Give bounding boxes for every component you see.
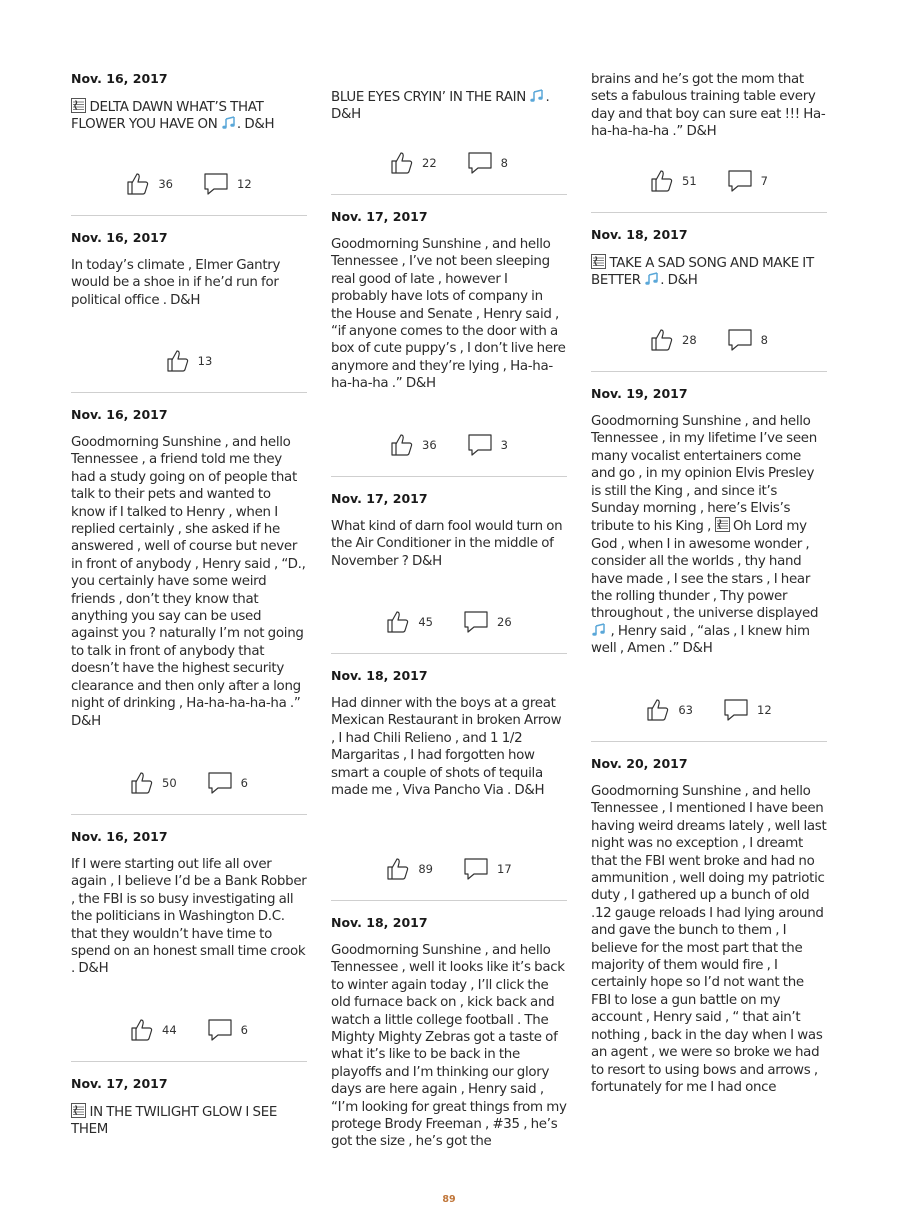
like-button[interactable] <box>386 857 433 881</box>
comment-button[interactable] <box>727 169 768 193</box>
comment-icon <box>463 857 489 881</box>
post-text: IN THE TWILIGHT GLOW I SEE THEM <box>71 1105 281 1138</box>
post-text: BLUE EYES CRYIN’ IN THE RAIN . D&H <box>331 90 553 123</box>
post-text: brains and he’s got the mom that sets a fabulous training table every day and that boy can sure eat !!! Ha-ha-ha-ha-ha .” D&H <box>591 72 826 140</box>
post-stats <box>591 326 827 354</box>
comment-button[interactable] <box>467 151 508 175</box>
divider <box>591 371 827 372</box>
post-date: Nov. 16, 2017 <box>71 71 168 86</box>
thumbs-up-icon <box>390 433 414 457</box>
post-text: Goodmorning Sunshine , and hello Tennessee , I mentioned I have been having weird dreams lately , well last night was no exception , I dreamt that the FBI went broke and had no ammunition , well doing my patriotic duty , I gathered up a bunch of old .12 gauge reloads I had lying around and gave the bunch to them , I believe for the most part that the majority of them would fire , I certainly hope so I’d not want the FBI to lose a gun battle on my account , Henry said , “ that ain’t nothing , back in the day when I was an agent , we were so broke we had to resort to using bows and arrows , fortunately for me I had once <box>591 784 830 1095</box>
like-button[interactable] <box>390 151 437 175</box>
post-text: What kind of darn fool would turn on the Air Conditioner in the middle of November ? D&H <box>331 519 566 569</box>
post-date: Nov. 17, 2017 <box>71 1076 168 1091</box>
divider <box>591 741 827 742</box>
post-stats <box>71 1016 307 1044</box>
sheet-music-icon <box>591 254 606 269</box>
post-stats <box>591 696 827 724</box>
post-date: Nov. 17, 2017 <box>331 491 428 506</box>
comment-count: 12 <box>237 177 252 191</box>
like-count: 13 <box>197 354 213 368</box>
comment-count: 26 <box>497 615 512 629</box>
post <box>331 491 567 570</box>
music-notes-icon <box>591 623 607 637</box>
divider <box>71 392 307 393</box>
comment-count: 8 <box>760 333 768 347</box>
comment-count: 8 <box>500 156 508 170</box>
thumbs-up-icon <box>650 169 674 193</box>
like-button[interactable] <box>650 328 697 352</box>
like-count: 51 <box>682 174 697 188</box>
sheet-music-icon <box>71 98 86 113</box>
post-text: Goodmorning Sunshine , and hello Tennessee , a friend told me they had a study going on of people that talk to their pets and wanted to know if I talked to Henry , when I replied certainly , she asked if he answered , well of course but never in front of anybody , Henry said , “D., you certainly have some weird friends , don’t they know that anything you say can be used against you ? naturally I’m not going to talk in front of anybody that doesn’t have the highest security clearance and then only after a long night of drinking , Ha-ha-ha-ha-ha .” D&H <box>71 435 310 729</box>
post-date: Nov. 16, 2017 <box>71 407 168 422</box>
like-count: 50 <box>162 776 177 790</box>
like-count: 28 <box>682 333 697 347</box>
post-stats <box>71 170 307 198</box>
like-button[interactable] <box>390 433 437 457</box>
comment-icon <box>207 1018 233 1042</box>
comment-icon <box>207 771 233 795</box>
post-continuation <box>331 89 567 124</box>
post-text: In today’s climate , Elmer Gantry would be a shoe in if he’d run for political office . D&H <box>71 258 284 308</box>
comment-button[interactable] <box>463 857 512 881</box>
post-date: Nov. 20, 2017 <box>591 756 688 771</box>
comment-icon <box>467 151 493 175</box>
music-notes-icon <box>644 272 660 286</box>
thumbs-up-icon <box>166 349 190 373</box>
comment-button[interactable] <box>723 698 772 722</box>
comment-icon <box>723 698 749 722</box>
thumbs-up-icon <box>130 771 154 795</box>
post-stats <box>331 608 567 636</box>
comment-icon <box>203 172 229 196</box>
post-date: Nov. 16, 2017 <box>71 230 168 245</box>
post <box>331 209 570 393</box>
music-notes-icon <box>529 89 545 103</box>
comment-button[interactable] <box>203 172 252 196</box>
like-button[interactable] <box>130 1018 177 1042</box>
comment-count: 3 <box>500 438 508 452</box>
post-stats <box>331 149 567 177</box>
comment-count: 12 <box>757 703 772 717</box>
post <box>591 227 827 290</box>
post-text: TAKE A SAD SONG AND MAKE IT BETTER . D&H <box>591 256 818 289</box>
post <box>71 71 307 134</box>
thumbs-up-icon <box>646 698 670 722</box>
post-stats <box>331 855 567 883</box>
post-date: Nov. 18, 2017 <box>591 227 688 242</box>
comment-button[interactable] <box>207 771 248 795</box>
post-stats <box>591 167 827 195</box>
thumbs-up-icon <box>386 857 410 881</box>
post-text: If I were starting out life all over again , I believe I’d be a Bank Robber , the FBI is so busy investigating all the politicians in Washington D.C. that they wouldn’t have time to spend on an honest small time crook . D&H <box>71 857 310 977</box>
comment-count: 6 <box>240 776 248 790</box>
thumbs-up-icon <box>650 328 674 352</box>
post-text: Had dinner with the boys at a great Mexican Restaurant in broken Arrow , I had Chili Relieno , and 1 1/2 Margaritas , I had forgotten how smart a couple of shots of tequila made me , Viva Pancho Via . D&H <box>331 696 565 799</box>
comment-count: 7 <box>760 174 768 188</box>
post-date: Nov. 18, 2017 <box>331 915 428 930</box>
divider <box>591 212 827 213</box>
divider <box>71 814 307 815</box>
post-text: Goodmorning Sunshine , and hello Tennessee , I’ve not been sleeping real good of late , however I probably have lots of company in the House and Senate , Henry said , “if anyone comes to the door with a box of cute puppy’s , I don’t live here anymore and they’re lying , Ha-ha-ha-ha-ha .” D&H <box>331 237 570 392</box>
divider <box>71 1061 307 1062</box>
like-button[interactable] <box>650 169 697 193</box>
post-text: DELTA DAWN WHAT’S THAT FLOWER YOU HAVE ON . D&H <box>71 100 275 133</box>
post-date: Nov. 17, 2017 <box>331 209 428 224</box>
comment-button[interactable] <box>207 1018 248 1042</box>
comment-button[interactable] <box>727 328 768 352</box>
comment-icon <box>467 433 493 457</box>
post-date: Nov. 19, 2017 <box>591 386 688 401</box>
like-count: 89 <box>418 862 433 876</box>
like-count: 44 <box>162 1023 177 1037</box>
thumbs-up-icon <box>130 1018 154 1042</box>
divider <box>331 194 567 195</box>
post <box>591 756 830 1096</box>
comment-icon <box>727 169 753 193</box>
divider <box>331 900 567 901</box>
post-text: Goodmorning Sunshine , and hello Tennessee , in my lifetime I’ve seen many vocalist entertainers come and go , in my opinion Elvis Presley is still the King , and since it’s Sunday morning , here’s Elvis’s tribute to his King , Oh Lord my God , when I in awesome wonder , consider all the worlds , thy hand have made , I see the stars , I hear the rolling thunder , Thy power throughout , the universe displayed , Henry said , “alas , I knew him well , Amen .” D&H <box>591 414 821 657</box>
comment-count: 6 <box>240 1023 248 1037</box>
comment-icon <box>727 328 753 352</box>
post <box>71 829 310 978</box>
post-text: Goodmorning Sunshine , and hello Tennessee , well it looks like it’s back to winter again today , I’ll click the old furnace back on , kick back and watch a little college football . The Mighty Mighty Zebras got a taste of what it’s like to be back in the playoffs and I’m thinking our glory days are here again , Henry said , “I’m looking for great things from my protege Brody Freeman , #35 , he’s got the size , he’s got the <box>331 943 571 1150</box>
like-button[interactable] <box>386 610 433 634</box>
divider <box>71 215 307 216</box>
post-stats <box>71 347 307 375</box>
page-number: 89 <box>442 1194 456 1205</box>
post-date: Nov. 16, 2017 <box>71 829 168 844</box>
like-count: 45 <box>418 615 433 629</box>
music-notes-icon <box>221 116 237 130</box>
post <box>331 668 567 799</box>
like-button[interactable] <box>130 771 177 795</box>
comment-icon <box>463 610 489 634</box>
post <box>331 915 571 1151</box>
post <box>591 386 827 658</box>
comment-button[interactable] <box>467 433 508 457</box>
like-button[interactable] <box>126 172 173 196</box>
comment-button[interactable] <box>463 610 512 634</box>
like-button[interactable] <box>166 349 213 373</box>
like-count: 36 <box>158 177 173 191</box>
post <box>71 1076 307 1139</box>
post-continuation <box>591 71 827 141</box>
like-count: 22 <box>422 156 437 170</box>
sheet-music-icon <box>715 517 730 532</box>
like-button[interactable] <box>646 698 693 722</box>
post <box>71 407 310 730</box>
post-stats <box>71 769 307 797</box>
post-stats <box>331 431 567 459</box>
sheet-music-icon <box>71 1103 86 1118</box>
thumbs-up-icon <box>386 610 410 634</box>
like-count: 36 <box>422 438 437 452</box>
thumbs-up-icon <box>126 172 150 196</box>
comment-count: 17 <box>497 862 512 876</box>
thumbs-up-icon <box>390 151 414 175</box>
like-count: 63 <box>678 703 693 717</box>
divider <box>331 476 567 477</box>
post-date: Nov. 18, 2017 <box>331 668 428 683</box>
post <box>71 230 307 309</box>
divider <box>331 653 567 654</box>
